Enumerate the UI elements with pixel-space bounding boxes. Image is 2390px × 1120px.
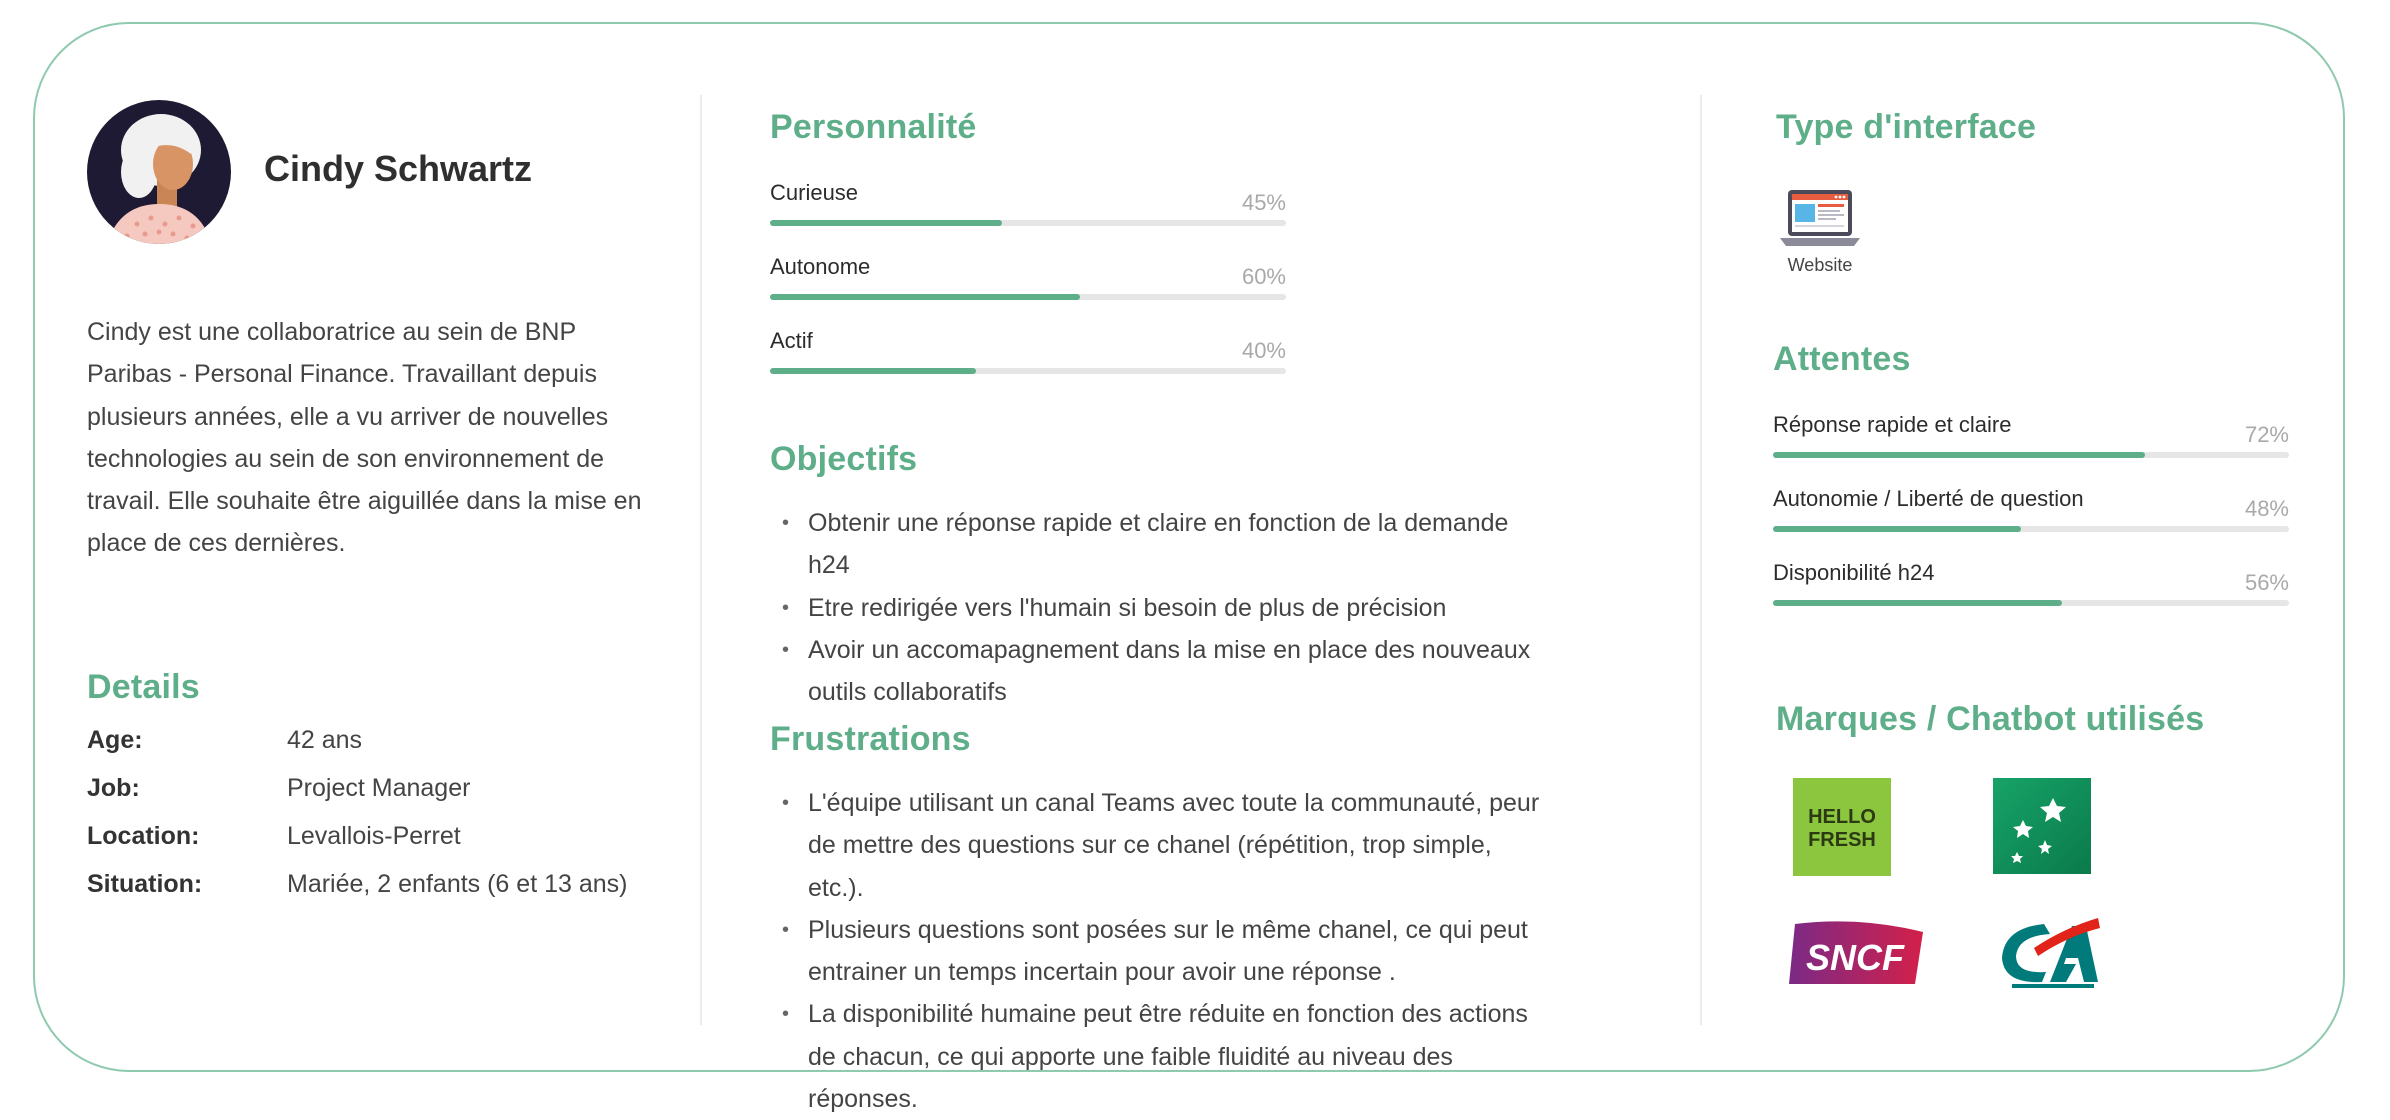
frustrations-list <box>770 782 1550 1120</box>
bar-fill <box>770 294 1080 300</box>
details-heading: Details <box>87 668 200 706</box>
expectation-bar-autonomy <box>1773 486 2289 546</box>
bar-percent: 60% <box>1241 264 1286 289</box>
bar-track <box>1773 452 2289 458</box>
bar-fill <box>770 368 976 374</box>
bar-track <box>1773 526 2289 532</box>
list-item <box>770 629 1550 714</box>
bar-label: Curieuse <box>770 180 859 205</box>
bullet-icon: • <box>782 1003 790 1026</box>
bullet-icon: • <box>782 638 790 661</box>
objective-text: Avoir un accomapagnement dans la mise en place des nouveaux outils collaboratifs <box>808 635 1531 707</box>
bnp-paribas-logo <box>1993 778 2091 879</box>
column-divider-left <box>700 95 702 1025</box>
hellofresh-logo <box>1793 778 1891 881</box>
list-item <box>770 993 1550 1120</box>
objective-text: Etre redirigée vers l'humain si besoin de plus de précision <box>808 593 1447 622</box>
objectives-heading: Objectifs <box>770 440 918 478</box>
detail-value: 42 ans <box>287 726 363 754</box>
objective-text: Obtenir une réponse rapide et claire en fonction de la demande h24 <box>808 509 1509 580</box>
frustration-text: La disponibilité humaine peut être réduite en fonction des actions de chacun, ce qui apporte une faible fluidité au niveau des réponses. <box>808 1000 1528 1114</box>
bar-percent: 45% <box>1241 190 1286 215</box>
interface-type-website <box>1780 188 1860 276</box>
brands-heading: Marques / Chatbot utilisés <box>1776 700 2205 738</box>
detail-value: Project Manager <box>287 774 471 802</box>
frustration-text: L'équipe utilisant un canal Teams avec toute la communauté, peur de mettre des questions sur ce chanel (répétition, trop simple, etc.). <box>808 789 1540 902</box>
bar-label: Réponse rapide et claire <box>1773 412 2012 437</box>
hellofresh-logo-line2: FRESH <box>1808 829 1876 851</box>
personality-heading: Personnalité <box>770 108 977 146</box>
avatar <box>87 100 231 244</box>
frustration-text: Plusieurs questions sont posées sur le même chanel, ce qui peut entrainer un temps incertain pour avoir une réponse . <box>808 915 1528 987</box>
bar-track <box>1773 600 2289 606</box>
bar-label: Autonomie / Liberté de question <box>1773 486 2084 511</box>
expectation-bar-quick-answer <box>1773 412 2289 472</box>
list-item <box>770 909 1550 994</box>
avatar-illustration-icon <box>87 100 231 244</box>
website-laptop-icon <box>1780 188 1860 248</box>
column-divider-right <box>1700 95 1702 1025</box>
bar-percent: 48% <box>2244 496 2289 521</box>
list-item <box>770 502 1550 587</box>
detail-label: Job: <box>87 774 140 802</box>
personality-bar-autonomous <box>770 254 1286 314</box>
detail-value: Levallois-Perret <box>287 822 461 850</box>
sncf-logo-text: SNCF <box>1806 937 1904 978</box>
detail-label: Situation: <box>87 870 203 898</box>
detail-value: Mariée, 2 enfants (6 et 13 ans) <box>287 870 628 898</box>
bar-track <box>770 294 1286 300</box>
bar-track <box>770 220 1286 226</box>
interface-caption: Website <box>1787 255 1853 275</box>
expectation-bar-availability <box>1773 560 2289 620</box>
bullet-icon: • <box>782 918 790 941</box>
frustrations-heading: Frustrations <box>770 720 971 758</box>
credit-agricole-logo <box>1994 914 2104 995</box>
interface-heading: Type d'interface <box>1776 108 2037 146</box>
bar-fill <box>1773 600 2062 606</box>
hellofresh-logo-line1: HELLO <box>1808 806 1876 828</box>
detail-label: Location: <box>87 822 200 850</box>
personality-bar-active <box>770 328 1286 388</box>
bullet-icon: • <box>782 596 790 619</box>
list-item <box>770 782 1550 909</box>
personality-bar-curious <box>770 180 1286 240</box>
bar-label: Disponibilité h24 <box>1773 560 1935 585</box>
bar-fill <box>770 220 1002 226</box>
sncf-logo <box>1789 918 1929 993</box>
bar-fill <box>1773 452 2145 458</box>
expectations-heading: Attentes <box>1773 340 1911 378</box>
bar-label: Autonome <box>770 254 871 279</box>
bar-track <box>770 368 1286 374</box>
persona-name: Cindy Schwartz <box>264 148 533 189</box>
list-item <box>770 587 1550 629</box>
bullet-icon: • <box>782 792 790 814</box>
bar-label: Actif <box>770 328 813 353</box>
bar-fill <box>1773 526 2021 532</box>
objectives-list <box>770 502 1550 713</box>
bar-percent: 56% <box>2244 570 2289 595</box>
bar-percent: 40% <box>1241 338 1286 363</box>
bar-percent: 72% <box>2244 422 2289 447</box>
detail-label: Age: <box>87 726 143 754</box>
persona-bio: Cindy est une collaboratrice au sein de BNP Paribas - Personal Finance. Travaillant depuis plusieurs années, elle a vu arriver de nouvelles technologies au sein de son environnement de travail. Elle souhaite être aiguillée dans la mise en place de ces dernières. <box>87 318 642 558</box>
bullet-icon: • <box>782 512 790 534</box>
